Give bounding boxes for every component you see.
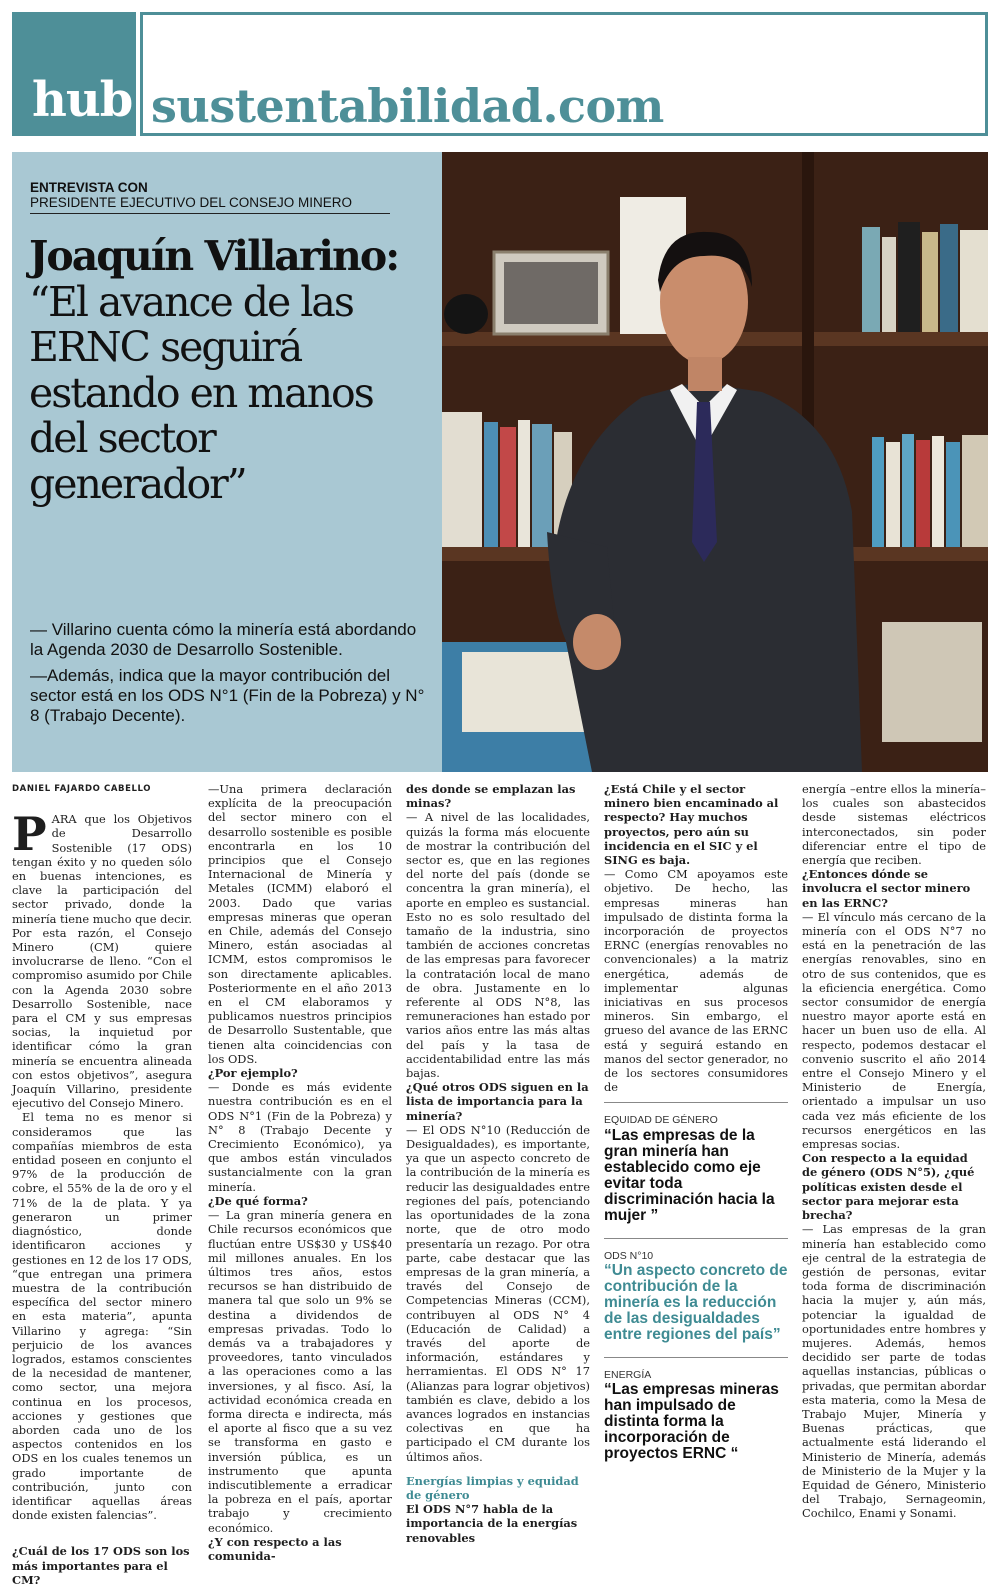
paragraph: — Como CM apoyamos este objetivo. De hecho, las empresas mineras han impulsado de distinta forma la incorporación de proyectos ERNC (energías renovables no convencionales) a la matriz energética, además de implementar algunas iniciativas en sus procesos mineros. Sin embargo, el grueso del avance de las ERNC está y seguirá estando en manos del sector generador, no de los sectores consumidores de <box>604 867 788 1095</box>
paragraph <box>12 807 192 1111</box>
headline-quote: “El avance de las ERNC seguirá estando en manos del sector generador” <box>29 277 373 508</box>
column-2 <box>208 782 392 1563</box>
question: ¿Y con respecto a las comunida- <box>208 1534 342 1563</box>
question: El ODS N°7 habla de la importancia de la energías renovables <box>406 1502 578 1545</box>
question: Con respecto a la equidad de género (ODS N°5), ¿qué políticas existen desde el sector para mejorar esta brecha? <box>802 1151 975 1223</box>
paragraph: — El ODS N°10 (Reducción de Desigualdades), es importante, ya que un aspecto concreto de la contribución de la minería es reducir las desigualdades entre regiones del país, potenciando las oportunidades de la zona norte, que de otro modo presentaría un rezago. Por otra parte, cabe destacar que las empresas de la gran minería, a través del Consejo de Competencias Mineras (CCM), contribuyen al ODS N° 4 (Educación de Calidad) a través del aporte de información, estándares y herramientas. El ODS N° 17 (Alianzas para lograr objetivos) también es clave, debido a los avances logrados en instancias colectivas en que ha participado el CM durante los últimos años. <box>406 1122 590 1464</box>
kicker <box>30 180 390 214</box>
question: ¿Está Chile y el sector minero bien encaminado al respecto? Hay muchos proyectos, pero aún su incidencia en el SIC y el SING es baja. <box>604 782 779 868</box>
summary-bullet-2: —Además, indica que la mayor contribución del sector está en los ODS N°1 (Fin de la Pobreza) y N° 8 (Trabajo Decente). <box>30 666 425 725</box>
headline-name: Joaquín Villarino: <box>29 232 399 280</box>
question: ¿Qué otros ODS siguen en la lista de importancia para la minería? <box>406 1080 589 1123</box>
paragraph: — La gran minería genera en Chile recursos económicos que fluctúan entre US$30 y US$40 mil millones anuales. En los últimos tres años, estos recursos se han distribuido de manera tal que solo un 9% se destina a dividendos de empresas privadas. Todo lo demás va a trabajadores y proveedores, tanto vinculados a las operaciones como a las inversiones, y al fisco. Así, la actividad económica creada en forma directa e indirecta, más el aporte al fisco que a su vez se transforma en gasto e inversión pública, es un instrumento que apunta indiscutiblemente a erradicar la pobreza en el país, aportar trabajo y crecimiento económico. <box>208 1208 392 1535</box>
paragraph: energía –entre ellos la minería– los cuales son abastecidos desde sistemas eléctricos interconectados, sin poder diferenciar entre el tipo de energía que reciben. <box>802 782 986 868</box>
masthead <box>12 12 988 139</box>
pull-quote: “Las empresas mineras han impulsado de distinta forma la incorporación de proyectos ERNC “ <box>604 1381 779 1463</box>
pull-quote-label: ENERGÍA <box>604 1368 652 1381</box>
pull-quote: “Las empresas de la gran minería han establecido como eje evitar toda discriminación hacia la mujer ” <box>604 1126 775 1224</box>
kicker-line-1: ENTREVISTA CON <box>30 180 148 195</box>
divider <box>604 1102 788 1103</box>
pull-quote: “Un aspecto concreto de contribución de la minería es la reducción de las desigualdades entre regiones del país” <box>604 1261 788 1343</box>
divider <box>604 1238 788 1239</box>
portrait-photo <box>442 152 988 772</box>
pull-quote-label: ODS N°10 <box>604 1249 654 1262</box>
paragraph: — Las empresas de la gran minería han establecido como eje central de la estrategia de gestión de personas, evitar toda forma de discriminación hacia la mujer y, aún más, potenciar la igualdad de oportunidades entre hombres y mujeres. Además, hemos decidido ser parte de todas aquellas instancias, públicas o privadas, que permitan abordar esta materia, como la Mesa de Trabajo Mujer, Minería y Buenas prácticas, que actualmente está liderando el Ministerio de Minería, además de Ministerio de la Mujer y la Equidad de Género, Ministerio del Trabajo, Sernageomin, Cochilco, Enami y Sonami. <box>802 1222 986 1521</box>
paragraph: El tema no es menor si consideramos que las compañías miembros de esta entidad poseen en conjunto el 97% de la producción de cobre, el 55% de la de oro y el 71% de la de plata. Y ya generaron un primer diagnóstico, donde identificaron acciones y gestiones en 12 de los 17 ODS, “que entregan una primera muestra de la contribución específica del sector minero en esta materia”, apunta Villarino y agrega: “Sin perjuicio de los avances logrados, estamos conscientes de la necesidad de mantener, como sector, una mejora continua en los procesos, acciones y gestiones que aborden cada uno de los aspectos contenidos en los ODS en los cuales tenemos un grado importante de contribución, junto con identificar aquellas áreas donde existen falencias”. <box>12 1110 192 1523</box>
hub-logo: hub <box>12 12 136 136</box>
divider <box>604 1357 788 1358</box>
summary-bullet-1: — Villarino cuenta cómo la minería está abordando la Agenda 2030 de Desarrollo Sostenible. <box>30 620 417 659</box>
subheading: Energías limpias y equidad de género <box>406 1473 579 1502</box>
pull-quote-label: EQUIDAD DE GÉNERO <box>604 1114 718 1127</box>
summary-bullets <box>30 620 430 732</box>
question: ¿De qué forma? <box>208 1193 308 1208</box>
paragraph: —Una primera declaración explícita de la preocupación del sector minero con el desarrollo sostenible es posible encontrarla en los 10 principios que el Consejo Internacional de Minería y Metales (ICMM) elaboró el 2003. Dado que varias empresas mineras que operan en Chile, además del Consejo Minero, están asociadas al ICMM, estos compromisos le son directamente aplicables. Posteriormente en el año 2013 en el CM elaboramos y publicamos nuestros principios de Desarrollo Sustentable, que tienen alta coincidencias con los ODS. <box>208 782 392 1066</box>
drop-cap: P <box>12 807 47 862</box>
paragraph-text: ARA que los Objetivos de Desarrollo Sostenible (17 ODS) tengan éxito y no queden sólo en buenas intenciones, es clave la participación del sector privado, donde la minería tiene mucho que decir. Por esta razón, el Consejo Minero (CM) quiere involucrarse de lleno. “Con el compromiso asumido por Chile con la Agenda 2030 sobre Desarrollo Sostenible, nace para el CM y sus empresas socias, la inquietud por identificar cómo la gran minería se encuentra alineada con estos objetivos”, asegura Joaquín Villarino, presidente ejecutivo del Consejo Minero. <box>12 812 192 1111</box>
headline <box>29 234 437 507</box>
portrait-illustration <box>442 152 988 772</box>
kicker-line-2: PRESIDENTE EJECUTIVO DEL CONSEJO MINERO <box>30 195 353 210</box>
paragraph: — El vínculo más cercano de la minería con el ODS N°7 no está en la penetración de las energías renovables, sino en otro de sus contenidos, que es la eficiencia energética. Como sector consumidor de energía nuestro mayor aporte está en hacer un buen uso de ella. Al respecto, podemos destacar el convenio suscrito el año 2014 entre el Consejo Minero y el Ministerio de Energía, orientado a impulsar un uso cada vez más eficiente de los recursos energéticos en las empresas socias. <box>802 909 986 1152</box>
column-4 <box>604 782 788 1462</box>
column-1 <box>12 782 192 1587</box>
column-3 <box>406 782 590 1545</box>
question: ¿Entonces dónde se involucra el sector minero en las ERNC? <box>802 867 971 910</box>
brand-title: sustentabilidad.com <box>140 12 988 136</box>
byline: DANIEL FAJARDO CABELLO <box>12 784 152 794</box>
question: ¿Por ejemplo? <box>208 1066 298 1081</box>
column-5 <box>802 782 986 1521</box>
paragraph: — Donde es más evidente nuestra contribución es en el ODS N°1 (Fin de la Pobreza) y N° 8 (Trabajo Decente y Crecimiento Económico), ya que ambos están vinculados sustancialmente con la gran minería. <box>208 1080 392 1194</box>
question: ¿Cuál de los 17 ODS son los más importantes para el CM? <box>12 1544 190 1587</box>
question: des donde se emplazan las minas? <box>406 782 576 811</box>
paragraph: — A nivel de las localidades, quizás la forma más elocuente de mostrar la contribución del sector es, que en las regiones del norte del país (donde se concentra la gran minería), el aporte en empleo es sustancial. Esto no es solo resultado del tamaño de la industria, sino también de acciones concretas de las empresas para favorecer la contratación local de mano de obra. Justamente en lo referente al ODS N°8, las remuneraciones han estado por varios años entre las más altas del país y la tasa de accidentabilidad entre las más bajas. <box>406 810 590 1081</box>
